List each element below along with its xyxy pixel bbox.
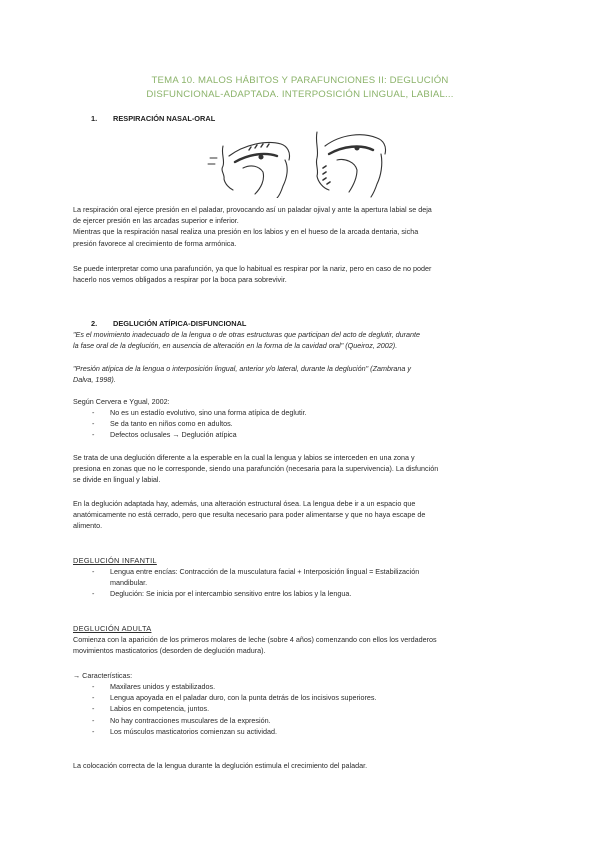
right-tongue-line bbox=[329, 147, 373, 154]
text-line: "Presión atípica de la lengua o interposición lingual, anterior y/o lateral, durante la deglución" (Zambrana y bbox=[73, 364, 411, 373]
section-2-title: DEGLUCIÓN ATÍPICA-DISFUNCIONAL bbox=[113, 319, 247, 328]
list-item: - Deglución: Se inicia por el intercambio sensitivo entre los labios y la lengua. bbox=[92, 589, 352, 599]
list-item: - Lengua apoyada en el paladar duro, con la punta detrás de los incisivos superiores. bbox=[92, 693, 377, 703]
closing-paragraph: La colocación correcta de la lengua durante la deglución estimula el crecimiento del paladar. bbox=[73, 761, 368, 770]
list-item: - No es un estadío evolutivo, sino una forma atípica de deglutir. bbox=[92, 408, 307, 417]
right-jaw-line bbox=[337, 159, 357, 192]
text-line: alimento. bbox=[73, 521, 103, 531]
text-line: La respiración oral ejerce presión en el paladar, provocando así un paladar ojival y ante la apertura labial se deja bbox=[73, 205, 432, 214]
quote-queiroz bbox=[73, 329, 527, 351]
section-2-number: 2. bbox=[91, 319, 98, 328]
section-1-paragraph-1 bbox=[73, 204, 527, 249]
text-line: hacerlo nos vemos obligados a respirar por la boca para sobrevivir. bbox=[73, 275, 287, 285]
left-arrow-lines bbox=[208, 158, 217, 164]
adulta-heading: DEGLUCIÓN ADULTA bbox=[73, 624, 152, 633]
list-item: - Labios en competencia, juntos. bbox=[92, 704, 210, 714]
adulta-intro bbox=[73, 634, 527, 656]
section-2-paragraph-4 bbox=[73, 498, 527, 532]
section-1-title: RESPIRACIÓN NASAL-ORAL bbox=[113, 114, 216, 123]
text-line: presiona en zonas que no le corresponde, siendo una parafunción (necesaria para la supervivencia). La disfunción bbox=[73, 464, 439, 474]
title-line-1: TEMA 10. MALOS HÁBITOS Y PARAFUNCIONES II: DEGLUCIÓN bbox=[151, 75, 449, 86]
text-line: "Es el movimiento inadecuado de la lengua o de otras estructuras que participan del acto de deglutir, durante bbox=[73, 330, 420, 339]
text-line: Se puede interpretar como una parafunción, ya que lo habitual es respirar por la nariz, pero en caso de no poder bbox=[73, 264, 432, 273]
text-line: se divide en lingual y labial. bbox=[73, 475, 161, 485]
text-line: En la deglución adaptada hay, además, una alteración estructural ósea. La lengua debe ir a un espacio que bbox=[73, 499, 416, 508]
text-line: Comienza con la aparición de los primeros molares de leche (sobre 4 años) comenzando con ellos los verdaderos bbox=[73, 635, 437, 644]
infantil-heading: DEGLUCIÓN INFANTIL bbox=[73, 556, 157, 565]
left-tongue-line bbox=[235, 154, 277, 162]
oral-cavity-diagram bbox=[205, 124, 405, 198]
left-profile-line bbox=[222, 146, 233, 190]
section-1-heading bbox=[91, 114, 215, 123]
cervera-list bbox=[92, 407, 532, 441]
left-throat-line bbox=[277, 160, 287, 198]
left-uvula-mark bbox=[259, 155, 263, 159]
section-1-paragraph-2 bbox=[73, 263, 527, 285]
list-item: - Maxilares unidos y estabilizados. bbox=[92, 682, 216, 691]
right-uvula-mark bbox=[355, 146, 359, 150]
list-item: - No hay contracciones musculares de la expresión. bbox=[92, 715, 271, 725]
text-line: la fase oral de la deglución, en ausencia de alteración en la forma de la cavidad oral" (Queiroz, 2002). bbox=[73, 341, 398, 351]
text-line: de ejercer presión en las arcadas superior e inferior. bbox=[73, 216, 239, 226]
section-2-heading bbox=[91, 319, 246, 328]
list-item: - Los músculos masticatorios comienzan su actividad. bbox=[92, 726, 277, 736]
right-throat-line bbox=[371, 154, 382, 197]
list-item: - Se da tanto en niños como en adultos. bbox=[92, 419, 233, 429]
text-line: presión favorece al crecimiento de forma armónica. bbox=[73, 238, 237, 248]
infantil-list bbox=[92, 566, 532, 600]
text-line: anatómicamente no está cerrado, pero que resulta necesario para poder alimentarse y que no haya escape de bbox=[73, 510, 426, 520]
characteristics-label: → Características: bbox=[73, 671, 133, 680]
cervera-intro: Según Cervera e Ygual, 2002: bbox=[73, 397, 170, 406]
text-line: Mientras que la respiración nasal realiza una presión en los labios y en el hueso de la arcada dentaria, sicha bbox=[73, 227, 419, 237]
quote-zambrana bbox=[73, 363, 527, 385]
list-item: - Defectos oclusales → Deglución atípica bbox=[92, 430, 237, 440]
title-line-2: DISFUNCIONAL-ADAPTADA. INTERPOSICIÓN LINGUAL, LABIAL... bbox=[146, 89, 454, 100]
document-title bbox=[60, 74, 540, 102]
section-2-paragraph-3 bbox=[73, 452, 527, 486]
text-line: movimientos masticatorios (desorden de deglución madura). bbox=[73, 646, 266, 656]
text-line: Se trata de una deglución diferente a la esperable en la cual la lengua y labios se interceden en una zona y bbox=[73, 453, 415, 462]
adulta-list bbox=[92, 681, 532, 737]
list-item: - Lengua entre encías: Contracción de la musculatura facial + Interposición lingual = Estabilización mandibular. bbox=[92, 567, 420, 588]
right-teeth-marks bbox=[323, 166, 330, 184]
left-jaw-line bbox=[243, 166, 264, 194]
text-line: Dalva, 1998). bbox=[73, 375, 116, 385]
right-profile-line bbox=[316, 132, 329, 190]
section-1-number: 1. bbox=[91, 114, 98, 123]
